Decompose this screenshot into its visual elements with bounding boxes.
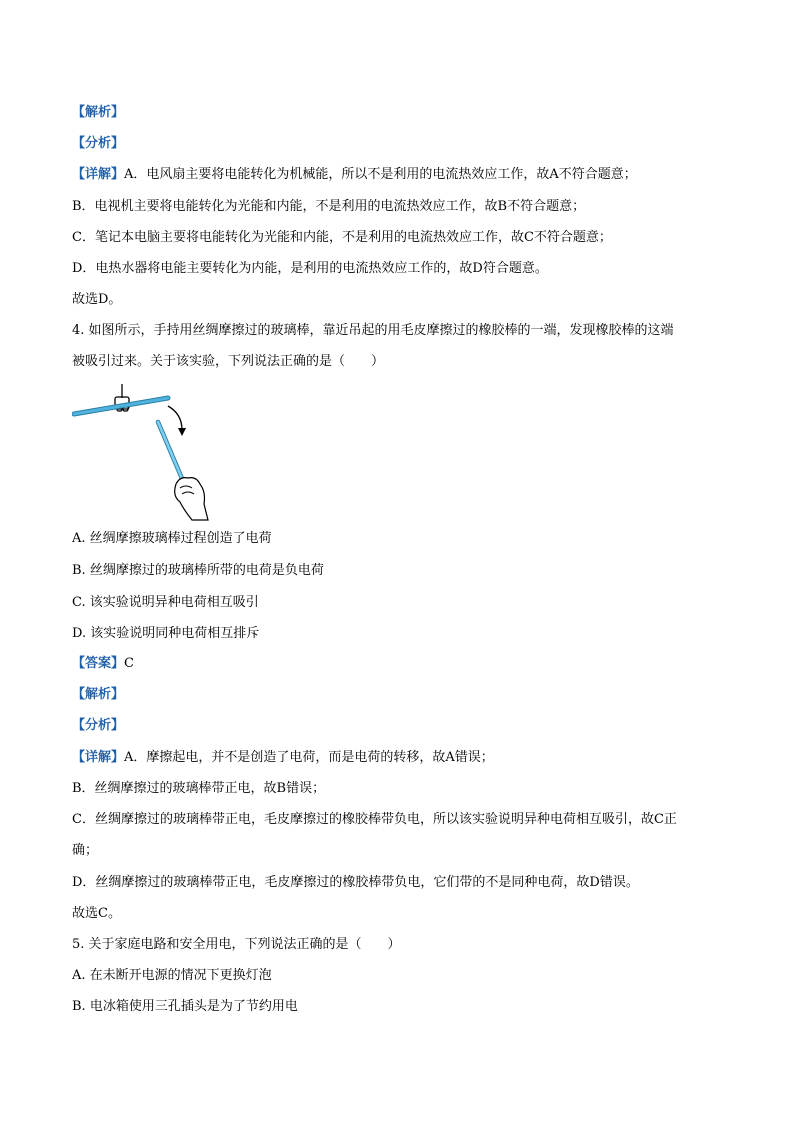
detail-line: B．电视机主要将电能转化为光能和内能，不是利用的电流热效应工作，故B不符合题意； [72,199,586,214]
conclusion-line: 故选D。 [72,292,122,307]
detail-line: C．笔记本电脑主要将电能转化为光能和内能，不是利用的电流热效应工作，故C不符合题意； [72,230,612,245]
arrow-head [178,428,186,436]
question-stem: 4. 如图所示，手持用丝绸摩擦过的玻璃棒，靠近吊起的用毛皮摩擦过的橡胶棒的一端，发现橡胶棒的这端 [72,323,674,338]
option-a: A. 在未断开电源的情况下更换灯泡 [72,968,272,983]
answer-line [72,654,732,674]
option-b: B. 电冰箱使用三孔插头是为了节约用电 [72,999,298,1014]
detail-line: B．丝绸摩擦过的玻璃棒带正电，故B错误； [72,781,326,796]
detail-line: D．电热水器将电能主要转化为内能，是利用的电流热效应工作的，故D符合题意。 [72,261,548,276]
conclusion-line: 故选C。 [72,906,121,921]
question-stem: 5. 关于家庭电路和安全用电，下列说法正确的是（ ） [72,937,401,952]
section-tag-fenxi: 【分析】 [72,718,125,733]
rubber-rod [74,398,168,414]
experiment-figure [72,384,222,524]
detail-text: A．摩擦起电，并不是创造了电荷，而是电荷的转移，故A错误； [124,750,494,765]
answer-value: C [124,656,134,671]
section-tag-jiexi: 【解析】 [72,687,125,702]
section-tag-xiangjie: 【详解】 [72,750,125,765]
detail-text: A．电风扇主要将电能转化为机械能，所以不是利用的电流热效应工作，故A不符合题意； [124,167,637,182]
detail-line [72,165,732,185]
section-tag-jiexi: 【解析】 [72,105,125,120]
section-tag-xiangjie: 【详解】 [72,167,125,182]
section-tag-fenxi: 【分析】 [72,136,125,151]
option-d: D. 该实验说明同种电荷相互排斥 [72,626,260,641]
section-tag-answer: 【答案】 [72,656,125,671]
rod-attraction-illustration [72,384,222,524]
option-c: C. 该实验说明异种电荷相互吸引 [72,595,259,610]
option-b: B. 丝绸摩擦过的玻璃棒所带的电荷是负电荷 [72,563,324,578]
hand-icon [175,478,208,520]
question-stem: 被吸引过来。关于该实验，下列说法正确的是（ ） [72,354,385,369]
option-a: A. 丝绸摩擦玻璃棒过程创造了电荷 [72,531,272,546]
detail-line: C．丝绸摩擦过的玻璃棒带正电，毛皮摩擦过的橡胶棒带负电，所以该实验说明异种电荷相互吸引，故C正 [72,812,677,827]
detail-line [72,748,732,768]
detail-line: 确； [72,843,99,858]
motion-arrow [168,406,182,430]
detail-line: D．丝绸摩擦过的玻璃棒带正电，毛皮摩擦过的橡胶棒带负电，它们带的不是同种电荷，故D错误。 [72,875,639,890]
